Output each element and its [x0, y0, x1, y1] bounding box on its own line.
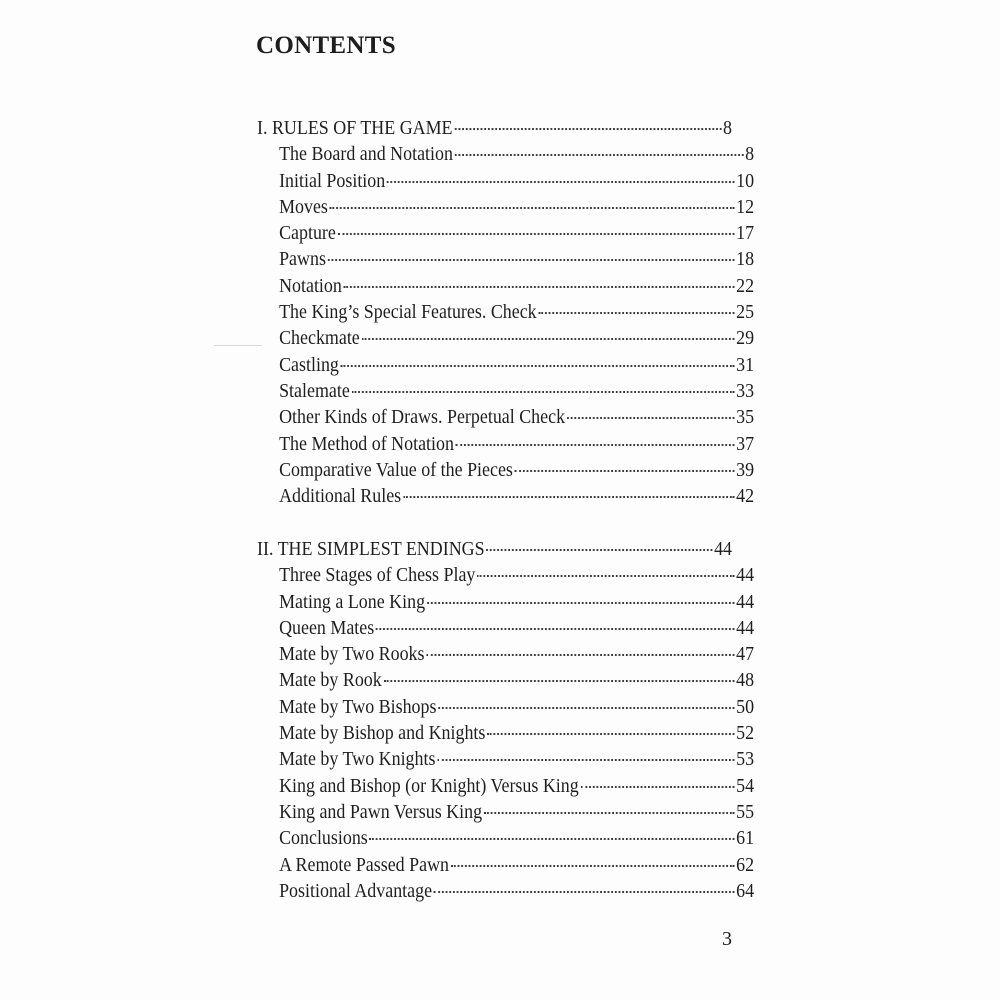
toc-section-row	[257, 484, 754, 510]
dot-leader	[352, 385, 735, 393]
section-title: The Method of Notation	[279, 433, 454, 455]
scan-mark	[214, 345, 262, 346]
page-ref: 44	[736, 617, 755, 639]
dot-leader	[370, 832, 735, 840]
section-title: Mate by Bishop and Knights	[279, 723, 486, 745]
toc-section-row	[257, 221, 754, 247]
dot-leader	[434, 885, 734, 893]
dot-leader	[362, 332, 735, 340]
toc-section-row	[257, 169, 754, 195]
page-ref: 44	[714, 539, 733, 560]
section-title: The Board and Notation	[279, 144, 453, 166]
dot-leader	[426, 648, 734, 656]
dot-leader	[437, 753, 734, 761]
dot-leader	[515, 464, 735, 472]
section-title: Mating a Lone King	[279, 591, 426, 613]
page-ref: 29	[736, 328, 755, 350]
page-ref: 18	[736, 249, 755, 271]
page-ref: 62	[736, 854, 755, 876]
dot-leader	[454, 122, 721, 130]
page-number: 3	[722, 928, 732, 950]
page-ref: 52	[736, 723, 755, 745]
dot-leader	[484, 806, 734, 814]
section-title: Other Kinds of Draws. Perpetual Check	[279, 407, 566, 429]
section-title: Additional Rules	[279, 486, 402, 508]
section-title: Conclusions	[279, 828, 368, 850]
page-ref: 8	[723, 118, 733, 139]
section-title: Stalemate	[279, 380, 350, 402]
toc-section-row	[257, 432, 754, 458]
dot-leader	[403, 490, 734, 498]
dot-leader	[487, 727, 734, 735]
toc-section-row	[257, 590, 754, 616]
page-ref: 47	[736, 644, 755, 666]
toc-section-row	[257, 405, 754, 431]
page-ref: 39	[736, 459, 755, 481]
toc-section-row	[257, 195, 754, 221]
dot-leader	[451, 859, 734, 867]
toc-section-row	[257, 300, 754, 326]
section-title: Mate by Rook	[279, 670, 382, 692]
dot-leader	[341, 359, 735, 367]
toc-section-row	[257, 142, 754, 168]
section-title: A Remote Passed Pawn	[279, 854, 450, 876]
dot-leader	[486, 543, 712, 551]
section-title: Queen Mates	[279, 617, 375, 639]
dot-leader	[344, 280, 735, 288]
dot-leader	[384, 674, 735, 682]
dot-leader	[387, 175, 734, 183]
toc-section-row	[257, 379, 754, 405]
dot-leader	[376, 622, 734, 630]
section-title: Notation	[279, 275, 342, 297]
page-ref: 35	[736, 407, 755, 429]
page-ref: 53	[736, 749, 755, 771]
dot-leader	[477, 569, 734, 577]
dot-leader	[438, 701, 734, 709]
dot-leader	[567, 411, 734, 419]
page-ref: 42	[736, 486, 755, 508]
section-title: Initial Position	[279, 170, 386, 192]
section-title: Positional Advantage	[279, 880, 433, 902]
toc-chapter-row	[257, 537, 732, 563]
dot-leader	[338, 227, 735, 235]
page-ref: 22	[736, 275, 755, 297]
chapter-title: II. THE SIMPLEST ENDINGS	[257, 539, 485, 560]
page-ref: 25	[736, 302, 755, 324]
section-title: Comparative Value of the Pieces	[279, 459, 513, 481]
dot-leader	[330, 201, 735, 209]
page-ref: 17	[736, 223, 755, 245]
dot-leader	[427, 596, 734, 604]
dot-leader	[581, 780, 735, 788]
toc-section-row	[257, 274, 754, 300]
page-ref: 12	[736, 196, 755, 218]
page-ref: 54	[736, 775, 755, 797]
section-title: King and Bishop (or Knight) Versus King	[279, 775, 579, 797]
toc-section-row	[257, 458, 754, 484]
toc-chapter-1	[257, 116, 755, 510]
page-ref: 37	[736, 433, 755, 455]
toc-section-row	[257, 774, 754, 800]
toc-chapter-2	[257, 537, 755, 905]
page-title: CONTENTS	[256, 32, 396, 59]
toc-section-row	[257, 747, 754, 773]
section-title: Capture	[279, 223, 336, 245]
section-title: King and Pawn Versus King	[279, 801, 483, 823]
page-ref: 50	[736, 696, 755, 718]
toc-section-row	[257, 879, 754, 905]
page-ref: 48	[736, 670, 755, 692]
section-title: Checkmate	[279, 328, 360, 350]
toc-chapter-row	[257, 116, 732, 142]
page-ref: 44	[736, 591, 755, 613]
page-ref: 55	[736, 801, 755, 823]
toc-section-row	[257, 247, 754, 273]
toc-section-row	[257, 668, 754, 694]
toc-section-row	[257, 563, 754, 589]
page-ref: 44	[736, 565, 755, 587]
section-title: Pawns	[279, 249, 326, 271]
dot-leader	[455, 148, 743, 156]
section-title: Mate by Two Knights	[279, 749, 436, 771]
dot-leader	[456, 438, 735, 446]
page-ref: 10	[736, 170, 755, 192]
toc-section-row	[257, 721, 754, 747]
dot-leader	[328, 253, 735, 261]
toc-section-row	[257, 616, 754, 642]
chapter-title: I. RULES OF THE GAME	[257, 118, 453, 139]
section-title: Mate by Two Bishops	[279, 696, 437, 718]
toc-section-row	[257, 826, 754, 852]
page-ref: 61	[736, 828, 755, 850]
section-title: Castling	[279, 354, 339, 376]
toc-section-row	[257, 853, 754, 879]
page-ref: 8	[745, 144, 755, 166]
section-title: Three Stages of Chess Play	[279, 565, 476, 587]
toc-section-row	[257, 642, 754, 668]
toc-section-row	[257, 800, 754, 826]
section-title: Mate by Two Rooks	[279, 644, 425, 666]
page-ref: 31	[736, 354, 755, 376]
page-ref: 64	[736, 880, 755, 902]
section-title: The King’s Special Features. Check	[279, 302, 537, 324]
toc-section-row	[257, 695, 754, 721]
section-title: Moves	[279, 196, 328, 218]
toc-section-row	[257, 326, 754, 352]
dot-leader	[539, 306, 735, 314]
toc-section-row	[257, 353, 754, 379]
page-ref: 33	[736, 380, 755, 402]
